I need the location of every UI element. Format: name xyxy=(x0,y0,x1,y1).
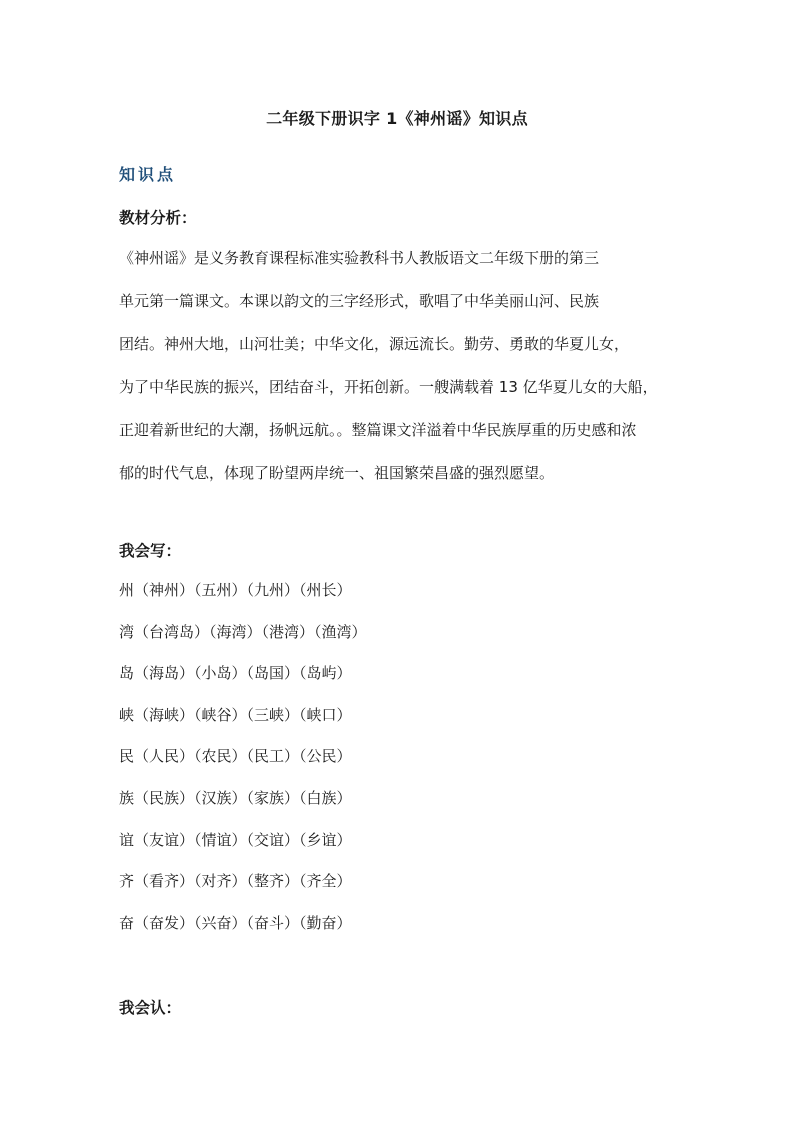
write-word-item: 民（人民）（农民）（民工）（公民） xyxy=(119,747,352,766)
analysis-line: 《神州谣》是义务教育课程标准实验教科书人教版语文二年级下册的第三 xyxy=(119,249,600,267)
write-word-item: 谊（友谊）（情谊）（交谊）（乡谊） xyxy=(119,830,352,849)
write-word-item: 齐（看齐）（对齐）（整齐）（齐全） xyxy=(119,872,352,891)
analysis-line: 为了中华民族的振兴，团结奋斗，开拓创新。一艘满载着 13 亿华夏儿女的大船， xyxy=(119,378,658,396)
analysis-heading: 教材分析： xyxy=(119,209,197,227)
document-title: 二年级下册识字 1《神州谣》知识点 xyxy=(266,109,528,128)
analysis-line: 团结。神州大地，山河壮美；中华文化，源远流长。勤劳、勇敢的华夏儿女， xyxy=(119,335,630,353)
recognize-heading: 我会认： xyxy=(119,999,182,1017)
write-word-item: 岛（海岛）（小岛）（岛国）（岛屿） xyxy=(119,664,352,683)
analysis-line: 郁的时代气息，体现了盼望两岸统一、祖国繁荣昌盛的强烈愿望。 xyxy=(119,464,555,482)
analysis-line: 正迎着新世纪的大潮，扬帆远航。。整篇课文洋溢着中华民族厚重的历史感和浓 xyxy=(119,421,637,439)
write-word-item: 峡（海峡）（峡谷）（三峡）（峡口） xyxy=(119,705,352,724)
write-word-item: 奋（奋发）（兴奋）（奋斗）（勤奋） xyxy=(119,913,352,932)
write-word-item: 族（民族）（汉族）（家族）（白族） xyxy=(119,788,352,807)
write-word-list xyxy=(119,577,367,951)
write-heading: 我会写： xyxy=(119,542,182,560)
section-heading-knowledge-points: 知识点 xyxy=(119,165,177,184)
write-word-item: 州（神州）（五州）（九州）（州长） xyxy=(119,581,352,599)
write-word-item: 湾（台湾岛）（海湾）（港湾）（渔湾） xyxy=(119,622,367,641)
analysis-line: 单元第一篇课文。本课以韵文的三字经形式，歌唱了中华美丽山河、民族 xyxy=(119,292,600,310)
analysis-paragraph xyxy=(119,237,689,495)
